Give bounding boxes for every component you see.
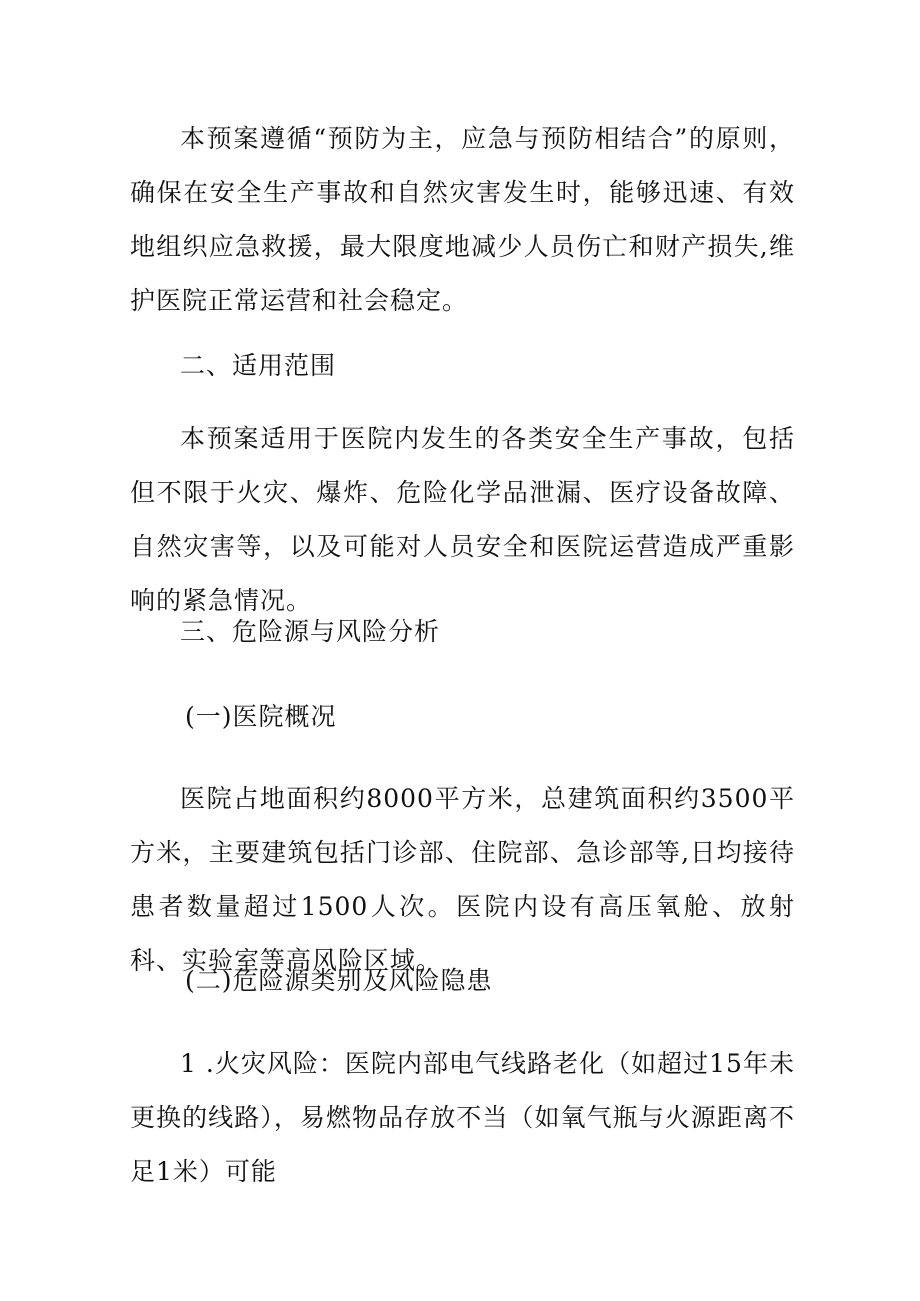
subsection-heading-hospital-overview: (一)医院概况 (185, 702, 337, 731)
subsection-heading-hazard-categories: (二)危险源类别及风险隐患 (185, 966, 493, 995)
paragraph-principle: 本预案遵循“预防为主，应急与预防相结合”的原则，确保在安全生产事故和自然灾害发生时，能够迅速、有效地组织应急救援，最大限度地减少人员伤亡和财产损失,维护医院正常运营和社会稳定。 (130, 124, 795, 315)
paragraph-fire-risk: 1 .火灾风险：医院内部电气线路老化（如超过15年未更换的线路），易燃物品存放不当（如氧气瓶与火源距离不足1米）可能 (130, 1049, 795, 1186)
paragraph-scope: 本预案适用于医院内发生的各类安全生产事故，包括但不限于火灾、爆炸、危险化学品泄漏、医疗设备故障、自然灾害等，以及可能对人员安全和医院运营造成严重影响的紧急情况。 (130, 424, 795, 615)
section-heading-scope: 二、适用范围 (180, 351, 337, 380)
section-heading-hazard-analysis: 三、危险源与风险分析 (180, 617, 441, 646)
paragraph-hospital-overview: 医院占地面积约8000平方米，总建筑面积约3500平方米，主要建筑包括门诊部、住院部、急诊部等,日均接待患者数量超过1500人次。医院内设有高压氧舱、放射科、实验室等高风险区域。 (130, 784, 795, 975)
